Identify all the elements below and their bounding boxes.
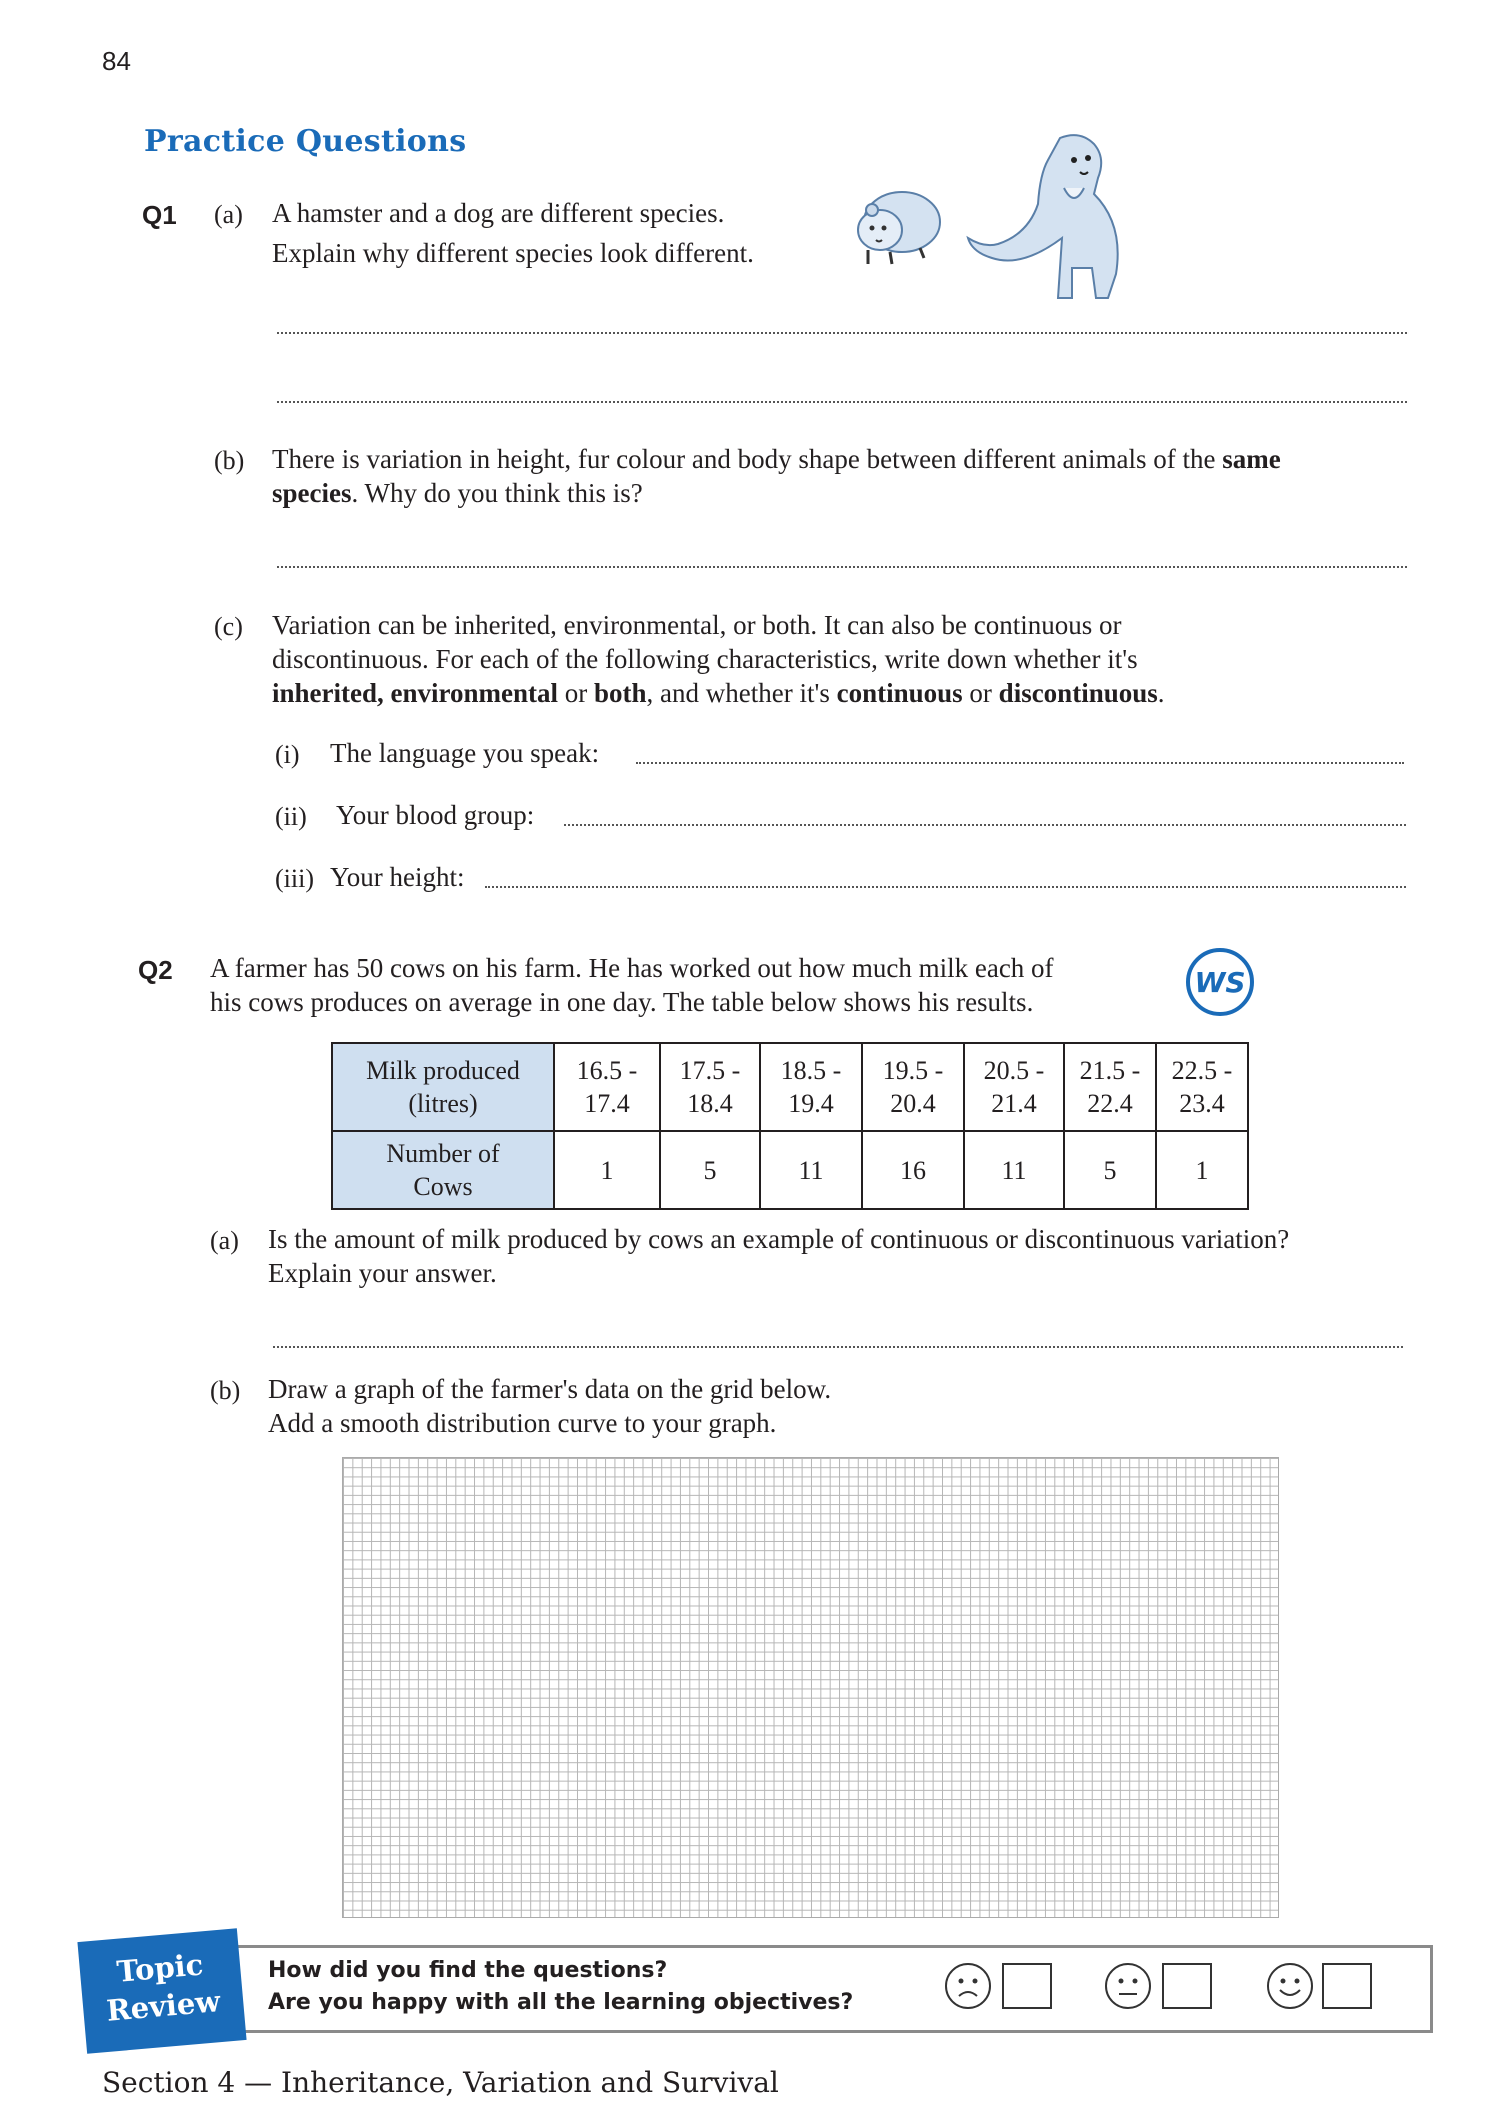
sad-face-icon <box>944 1962 992 2010</box>
graph-grid[interactable] <box>342 1457 1279 1918</box>
worksheet-badge: WS <box>1186 948 1254 1016</box>
table-row <box>332 1131 1248 1209</box>
header-text: Cows <box>413 1172 473 1201</box>
answer-line[interactable] <box>485 886 1406 888</box>
q1c-item-label: (ii) <box>275 802 307 831</box>
answer-line[interactable] <box>277 332 1407 334</box>
q1c-bold-discontinuous: discontinuous <box>998 678 1158 708</box>
table-cell: 1 <box>1156 1131 1248 1209</box>
tag-line: Review <box>105 1984 222 2028</box>
range-top: 17.5 - <box>679 1056 741 1085</box>
table-cell <box>1064 1043 1156 1131</box>
q2a-line2: Explain your answer. <box>268 1258 497 1288</box>
q1c-line1: Variation can be inherited, environmental, or both. It can also be continuous or <box>272 610 1122 640</box>
q1c-text: or <box>962 678 999 708</box>
section-heading: Practice Questions <box>144 124 467 159</box>
happy-face-icon <box>1266 1962 1314 2010</box>
range-bottom: 21.4 <box>991 1089 1037 1118</box>
q1c-item-label: (iii) <box>275 864 314 893</box>
neutral-face-icon <box>1104 1962 1152 2010</box>
table-row <box>332 1043 1248 1131</box>
table-cell <box>760 1043 862 1131</box>
q1c-bold-inherited: inherited, environmental <box>272 678 558 708</box>
q1c-bold-both: both <box>594 678 647 708</box>
q2a-label: (a) <box>210 1226 239 1255</box>
table-cell <box>660 1043 760 1131</box>
q1b-label: (b) <box>214 446 245 475</box>
q1c-bold-continuous: continuous <box>836 678 963 708</box>
range-top: 22.5 - <box>1171 1056 1233 1085</box>
answer-line[interactable] <box>273 1346 1403 1348</box>
table-cell: 5 <box>1064 1131 1156 1209</box>
q1a-label: (a) <box>214 200 243 229</box>
happy-checkbox[interactable] <box>1322 1963 1372 2009</box>
range-bottom: 20.4 <box>890 1089 936 1118</box>
table-cell <box>554 1043 660 1131</box>
footer-section-title: Section 4 — Inheritance, Variation and Survival <box>102 2066 779 2099</box>
table-header-cell <box>332 1131 554 1209</box>
header-text: (litres) <box>408 1089 478 1118</box>
q2b-line1: Draw a graph of the farmer's data on the grid below. <box>268 1374 832 1404</box>
neutral-checkbox[interactable] <box>1162 1963 1212 2009</box>
answer-line[interactable] <box>564 824 1406 826</box>
q1b-line2-text: . Why do you think this is? <box>351 478 643 508</box>
dog-illustration <box>960 128 1140 303</box>
answer-line[interactable] <box>277 566 1407 568</box>
q1c-text: or <box>558 678 594 708</box>
q1c-item-text: Your height: <box>330 862 465 892</box>
q1c-text: . <box>1157 678 1165 708</box>
range-top: 21.5 - <box>1079 1056 1141 1085</box>
q1b-line1 <box>272 442 1281 476</box>
question-number-q2: Q2 <box>138 955 173 985</box>
q1b-line1-text: There is variation in height, fur colour and body shape between different animals of the <box>272 444 1216 474</box>
q2-line2: his cows produces on average in one day. The table below shows his results. <box>210 987 1034 1017</box>
q1c-label: (c) <box>214 612 243 641</box>
review-question-1: How did you find the questions? <box>268 1958 668 1983</box>
hamster-illustration <box>850 170 950 280</box>
table-cell <box>862 1043 964 1131</box>
page-number: 84 <box>102 46 131 76</box>
q1c-item-label: (i) <box>275 740 300 769</box>
review-question-2: Are you happy with all the learning objectives? <box>268 1990 854 2015</box>
q1b-line1-bold: same <box>1222 444 1281 474</box>
range-bottom: 23.4 <box>1179 1089 1225 1118</box>
q1c-item-text: Your blood group: <box>336 800 535 830</box>
question-number-q1: Q1 <box>142 200 177 230</box>
q1c-line3 <box>272 676 1165 710</box>
answer-line[interactable] <box>277 401 1407 403</box>
range-top: 16.5 - <box>576 1056 638 1085</box>
q2b-line2: Add a smooth distribution curve to your graph. <box>268 1408 777 1438</box>
header-text: Number of <box>386 1139 500 1168</box>
q2-line1: A farmer has 50 cows on his farm. He has worked out how much milk each of <box>210 953 1054 983</box>
q1a-line2: Explain why different species look different. <box>272 238 754 268</box>
q1c-line2: discontinuous. For each of the following characteristics, write down whether it's <box>272 644 1138 674</box>
q1b-line2-bold: species <box>272 478 352 508</box>
sad-checkbox[interactable] <box>1002 1963 1052 2009</box>
q1c-text: , and whether it's <box>646 678 837 708</box>
q1c-item-text: The language you speak: <box>330 738 600 768</box>
range-bottom: 22.4 <box>1087 1089 1133 1118</box>
range-top: 20.5 - <box>983 1056 1045 1085</box>
tag-line: Topic <box>115 1947 205 1989</box>
answer-line[interactable] <box>636 762 1404 764</box>
range-bottom: 19.4 <box>788 1089 834 1118</box>
table-cell: 5 <box>660 1131 760 1209</box>
table-cell <box>1156 1043 1248 1131</box>
range-bottom: 18.4 <box>687 1089 733 1118</box>
table-cell: 11 <box>760 1131 862 1209</box>
range-bottom: 17.4 <box>584 1089 630 1118</box>
table-cell <box>964 1043 1064 1131</box>
table-header-cell <box>332 1043 554 1131</box>
q2b-label: (b) <box>210 1376 241 1405</box>
table-cell: 11 <box>964 1131 1064 1209</box>
table-cell: 1 <box>554 1131 660 1209</box>
table-cell: 16 <box>862 1131 964 1209</box>
q2a-line1: Is the amount of milk produced by cows an example of continuous or discontinuous variation? <box>268 1224 1290 1254</box>
topic-review-tag <box>77 1928 246 2054</box>
header-text: Milk produced <box>366 1056 520 1085</box>
range-top: 18.5 - <box>780 1056 842 1085</box>
q1b-line2 <box>272 476 643 510</box>
q1a-line1: A hamster and a dog are different species. <box>272 198 725 228</box>
range-top: 19.5 - <box>882 1056 944 1085</box>
milk-data-table <box>331 1042 1249 1210</box>
